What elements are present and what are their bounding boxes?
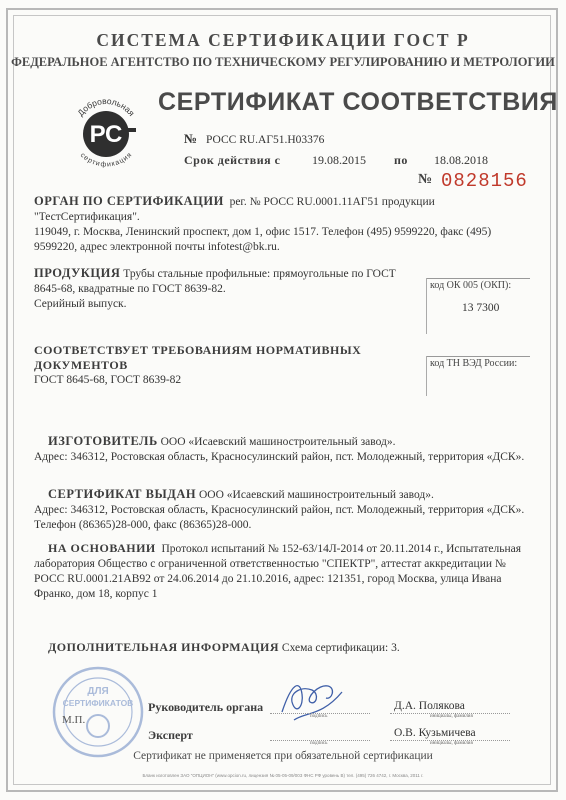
okp-box-left (426, 278, 427, 334)
okp-label: код ОК 005 (ОКП): (430, 280, 512, 291)
product-section (34, 266, 419, 312)
stamp-text-mid: СЕРТИФИКАТОВ (62, 698, 134, 708)
stamp-text-top: ДЛЯ (87, 686, 109, 697)
manufacturer-section (34, 434, 534, 465)
basis-line3: РОСС RU.0001.21АВ92 от 24.06.2014 до 21.10.2016, адрес: 121351, город Москва, улица Ивана (34, 573, 502, 585)
agency-name: ФЕДЕРАЛЬНОЕ АГЕНТСТВО ПО ТЕХНИЧЕСКОМУ РЕГУЛИРОВАНИЮ И МЕТРОЛОГИИ (11, 55, 555, 69)
product-label: ПРОДУКЦИЯ (34, 266, 121, 280)
certification-body-line2: 119049, г. Москва, Ленинский проспект, дом 1, офис 1517. Телефон (495) 9599220, факс (495) (34, 226, 492, 238)
valid-to-label: по (394, 153, 408, 167)
head-name: Д.А. Полякова (394, 700, 465, 712)
footer-note: Сертификат не применяется при обязательной сертификации (133, 750, 433, 762)
certificate-number: РОСС RU.АГ51.Н03376 (206, 134, 325, 146)
manufacturer-label: ИЗГОТОВИТЕЛЬ (48, 434, 158, 448)
issued-to-address: Адрес: 346312, Ростовская область, Красносулинский район, пст. Молодежный, территория «ДСК». (34, 504, 525, 516)
manufacturer-address: Адрес: 346312, Ростовская область, Красносулинский район, пст. Молодежный, территория «ДСК». (34, 451, 525, 463)
additional-label: ДОПОЛНИТЕЛЬНАЯ ИНФОРМАЦИЯ (48, 640, 280, 654)
system-title: СИСТЕМА СЕРТИФИКАЦИИ ГОСТ Р (96, 30, 470, 50)
gost-r-logo-icon (66, 94, 146, 174)
tnved-label: код ТН ВЭД России: (430, 358, 518, 369)
blank-number: 0828156 (441, 170, 528, 192)
svg-text:РС: РС (89, 121, 123, 148)
basis-line4: Франко, дом 18, корпус 1 (34, 588, 158, 600)
head-sign-caption: подпись (310, 714, 328, 719)
mp-label: М.П. (62, 714, 86, 726)
expert-label: Эксперт (148, 728, 193, 742)
basis-line2: лаборатория Общество с ограниченной ответственностью "СПЕКТР", аттестат аккредитации № (34, 558, 506, 570)
certification-body-line1: рег. № РОСС RU.0001.11АГ51 продукции "ТестСертификация". (34, 196, 435, 223)
validity-label: Срок действия с (184, 153, 281, 167)
certificate-title: СЕРТИФИКАТ СООТВЕТСТВИЯ (158, 88, 558, 116)
valid-to: 18.08.2018 (434, 153, 488, 167)
conformity-section (34, 343, 434, 388)
tnved-box-line (426, 356, 530, 357)
certification-body (34, 194, 534, 255)
stamp-icon (50, 664, 146, 760)
okp-value: 13 7300 (462, 302, 500, 314)
manufacturer-name: ООО «Исаевский машиностроительный завод». (160, 436, 396, 448)
conformity-value: ГОСТ 8645-68, ГОСТ 8639-82 (34, 374, 182, 386)
valid-from: 19.08.2015 (312, 153, 366, 167)
head-name-caption: инициалы, фамилия (430, 714, 473, 719)
blank-number-sign: № (418, 172, 433, 187)
basis-line1: Протокол испытаний № 152-63/14Л-2014 от 20.11.2014 г., Испытательная (161, 543, 522, 555)
additional-section (34, 640, 534, 656)
issued-to-section (34, 487, 534, 533)
conformity-label: СООТВЕТСТВУЕТ ТРЕБОВАНИЯМ НОРМАТИВНЫХ ДОКУМЕНТОВ (34, 343, 362, 372)
product-line2: 8645-68, квадратные по ГОСТ 8639-82. (34, 283, 226, 295)
logo-bottom-text: сертификация (78, 151, 134, 169)
issued-to-name: ООО «Исаевский машиностроительный завод». (198, 489, 434, 501)
head-label: Руководитель органа (148, 700, 264, 714)
okp-box-line (426, 278, 530, 279)
certification-body-line3: 9599220, адрес электронной почты infotest@bk.ru. (34, 241, 280, 253)
expert-sign-caption: подпись (310, 741, 328, 746)
basis-label: НА ОСНОВАНИИ (48, 541, 156, 555)
logo-top-text: Добровольная (75, 95, 137, 118)
expert-name: О.В. Кузьмичева (394, 727, 476, 739)
certification-body-label: ОРГАН ПО СЕРТИФИКАЦИИ (34, 194, 224, 208)
product-line1: Трубы стальные профильные: прямоугольные по ГОСТ (123, 268, 396, 280)
expert-name-caption: инициалы, фамилия (430, 741, 473, 746)
fine-print: Бланк изготовлен ЗАО "ОПЦИОН" (www.opcion.ru, лицензия № 05-05-09/003 ФНС РФ уровень B) тел. (495) 726 4742, г. Москва, 2011 г. (142, 773, 424, 778)
additional-value: Схема сертификации: 3. (281, 642, 400, 654)
tnved-box-left (426, 356, 427, 396)
issued-to-phone: Телефон (86365)28-000, факс (86365)28-000. (34, 519, 252, 531)
product-line3: Серийный выпуск. (34, 298, 127, 310)
number-sign: № (184, 131, 198, 146)
issued-to-label: СЕРТИФИКАТ ВЫДАН (48, 487, 197, 501)
basis-section (34, 541, 534, 602)
